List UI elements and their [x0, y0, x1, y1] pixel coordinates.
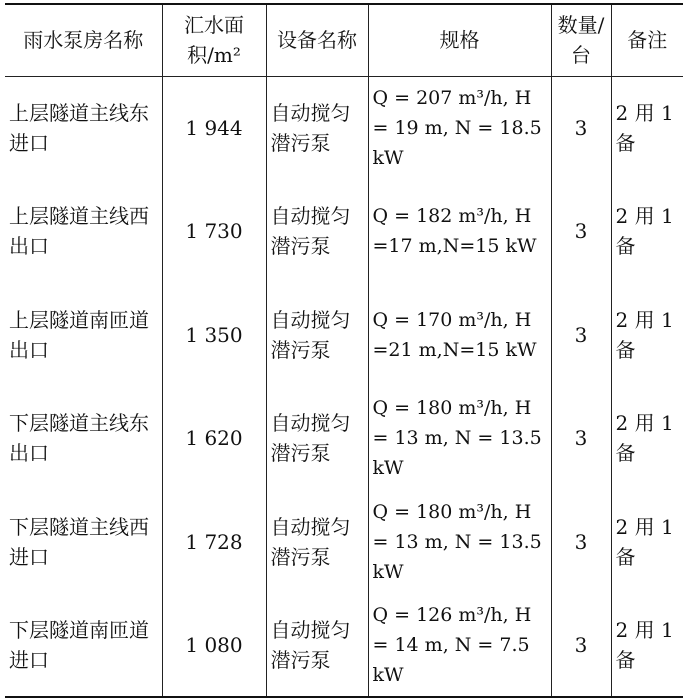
cell-area: 1 080 — [162, 594, 266, 698]
cell-quantity: 3 — [551, 387, 611, 491]
pump-station-table — [5, 3, 683, 698]
cell-quantity: 3 — [551, 490, 611, 594]
cell-name: 上层隧道主线东进口 — [5, 76, 162, 180]
header-catchment-area: 汇水面积/m² — [162, 4, 266, 76]
cell-equipment: 自动搅匀潜污泵 — [266, 76, 368, 180]
cell-quantity: 3 — [551, 180, 611, 284]
header-pump-station-name: 雨水泵房名称 — [5, 4, 162, 76]
cell-area: 1 350 — [162, 283, 266, 387]
cell-note: 2 用 1 备 — [611, 594, 683, 698]
table-row — [5, 76, 683, 180]
cell-spec: Q = 182 m³/h, H=17 m,N=15 kW — [368, 180, 551, 284]
cell-quantity: 3 — [551, 283, 611, 387]
cell-equipment: 自动搅匀潜污泵 — [266, 283, 368, 387]
table-row — [5, 490, 683, 594]
cell-note: 2 用 1 备 — [611, 387, 683, 491]
table-row — [5, 387, 683, 491]
cell-quantity: 3 — [551, 76, 611, 180]
header-specification: 规格 — [368, 4, 551, 76]
cell-name: 下层隧道南匝道进口 — [5, 594, 162, 698]
cell-area: 1 944 — [162, 76, 266, 180]
cell-equipment: 自动搅匀潜污泵 — [266, 180, 368, 284]
table-row — [5, 283, 683, 387]
cell-note: 2 用 1 备 — [611, 490, 683, 594]
cell-spec: Q = 207 m³/h, H = 19 m, N = 18.5 kW — [368, 76, 551, 180]
cell-quantity: 3 — [551, 594, 611, 698]
cell-spec: Q = 180 m³/h, H = 13 m, N = 13.5 kW — [368, 387, 551, 491]
cell-note: 2 用 1 备 — [611, 180, 683, 284]
table-row — [5, 594, 683, 698]
cell-note: 2 用 1 备 — [611, 283, 683, 387]
cell-spec: Q = 170 m³/h, H=21 m,N=15 kW — [368, 283, 551, 387]
cell-name: 下层隧道主线西进口 — [5, 490, 162, 594]
cell-note: 2 用 1 备 — [611, 76, 683, 180]
header-equipment-name: 设备名称 — [266, 4, 368, 76]
cell-spec: Q = 126 m³/h, H = 14 m, N = 7.5 kW — [368, 594, 551, 698]
cell-name: 下层隧道主线东出口 — [5, 387, 162, 491]
cell-equipment: 自动搅匀潜污泵 — [266, 387, 368, 491]
header-quantity: 数量/台 — [551, 4, 611, 76]
cell-area: 1 620 — [162, 387, 266, 491]
cell-name: 上层隧道南匝道出口 — [5, 283, 162, 387]
cell-equipment: 自动搅匀潜污泵 — [266, 594, 368, 698]
header-row — [5, 4, 683, 76]
cell-area: 1 728 — [162, 490, 266, 594]
table-row — [5, 180, 683, 284]
cell-equipment: 自动搅匀潜污泵 — [266, 490, 368, 594]
cell-spec: Q = 180 m³/h, H = 13 m, N = 13.5 kW — [368, 490, 551, 594]
header-remarks: 备注 — [611, 4, 683, 76]
cell-name: 上层隧道主线西出口 — [5, 180, 162, 284]
cell-area: 1 730 — [162, 180, 266, 284]
